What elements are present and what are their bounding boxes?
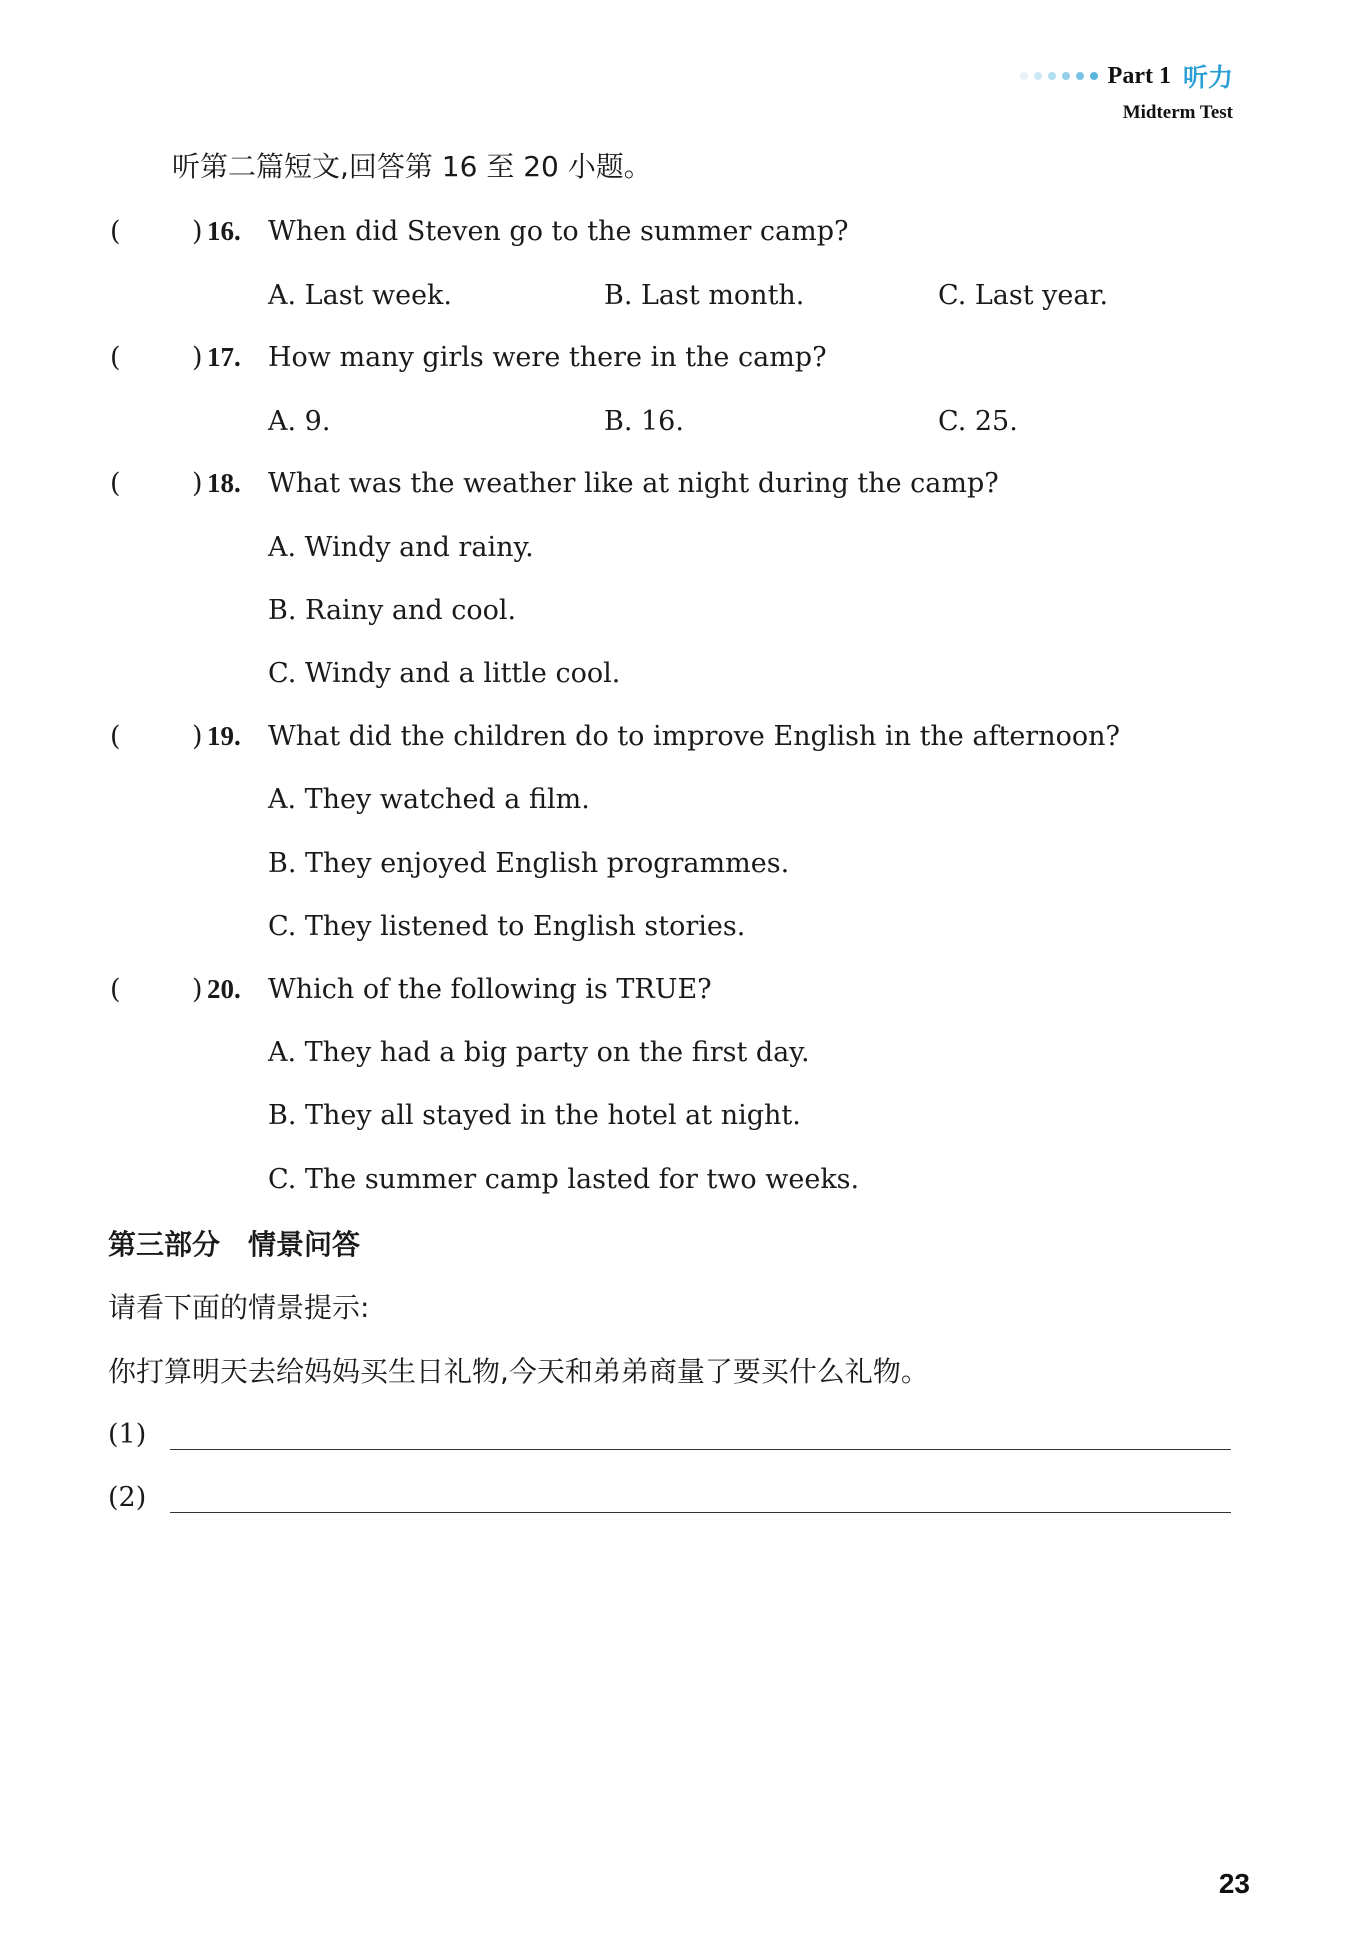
header-line [1020, 58, 1233, 94]
option-c: C. They listened to English stories. [268, 911, 746, 942]
option-b: B. 16. [604, 406, 684, 437]
dot [1062, 72, 1070, 80]
answer-paren-left[interactable]: ( [110, 721, 121, 752]
section-label-cn: 听力 [1182, 63, 1233, 92]
answer-label-1: (1) [108, 1419, 147, 1450]
option-c: C. The summer camp lasted for two weeks. [268, 1164, 860, 1195]
dot [1034, 72, 1042, 80]
option-c: C. Windy and a little cool. [268, 658, 621, 689]
answer-blank-2[interactable] [170, 1512, 1231, 1513]
option-a: A. They had a big party on the first day. [268, 1037, 810, 1068]
option-c: C. Last year. [938, 280, 1109, 311]
option-a: A. Windy and rainy. [268, 532, 534, 563]
dot [1020, 72, 1028, 80]
answer-blank-1[interactable] [170, 1449, 1231, 1450]
answer-paren-left[interactable]: ( [110, 468, 121, 499]
prompt-label: 请看下面的情景提示: [108, 1291, 370, 1324]
answer-paren-right: ) [192, 974, 203, 1005]
page-header [1020, 58, 1233, 124]
option-b: B. They all stayed in the hotel at night. [268, 1100, 801, 1131]
question-text: What did the children do to improve English in the afternoon? [268, 721, 1120, 752]
section-intro: 听第二篇短文,回答第 16 至 20 小题。 [172, 150, 652, 183]
question-number: 16. [207, 216, 241, 246]
question-text: Which of the following is TRUE? [268, 974, 712, 1005]
question-text: What was the weather like at night during the camp? [268, 468, 999, 499]
dot [1090, 72, 1098, 80]
answer-paren-left[interactable]: ( [110, 342, 121, 373]
option-b: B. They enjoyed English programmes. [268, 848, 790, 879]
question-number: 20. [207, 974, 241, 1004]
question-text: When did Steven go to the summer camp? [268, 216, 849, 247]
option-b: B. Rainy and cool. [268, 595, 517, 626]
answer-label-2: (2) [108, 1482, 147, 1513]
scenario-text: 你打算明天去给妈妈买生日礼物,今天和弟弟商量了要买什么礼物。 [108, 1355, 929, 1388]
page-number: 23 [1218, 1868, 1250, 1899]
option-a: A. Last week. [268, 280, 452, 311]
question-number: 19. [207, 721, 241, 751]
option-a: A. They watched a film. [268, 784, 590, 815]
decorative-dots [1020, 72, 1098, 80]
answer-paren-left[interactable]: ( [110, 216, 121, 247]
answer-paren-right: ) [192, 216, 203, 247]
question-number: 17. [207, 342, 241, 372]
header-subtitle: Midterm Test [1122, 102, 1233, 123]
dot [1048, 72, 1056, 80]
answer-paren-right: ) [192, 468, 203, 499]
question-number: 18. [207, 468, 241, 498]
part-label: Part 1 [1107, 62, 1171, 89]
section-3-title: 第三部分 情景问答 [108, 1228, 361, 1261]
option-a: A. 9. [268, 406, 331, 437]
option-b: B. Last month. [604, 280, 805, 311]
answer-paren-left[interactable]: ( [110, 974, 121, 1005]
option-c: C. 25. [938, 406, 1018, 437]
dot [1076, 72, 1084, 80]
question-text: How many girls were there in the camp? [268, 342, 827, 373]
answer-paren-right: ) [192, 721, 203, 752]
answer-paren-right: ) [192, 342, 203, 373]
